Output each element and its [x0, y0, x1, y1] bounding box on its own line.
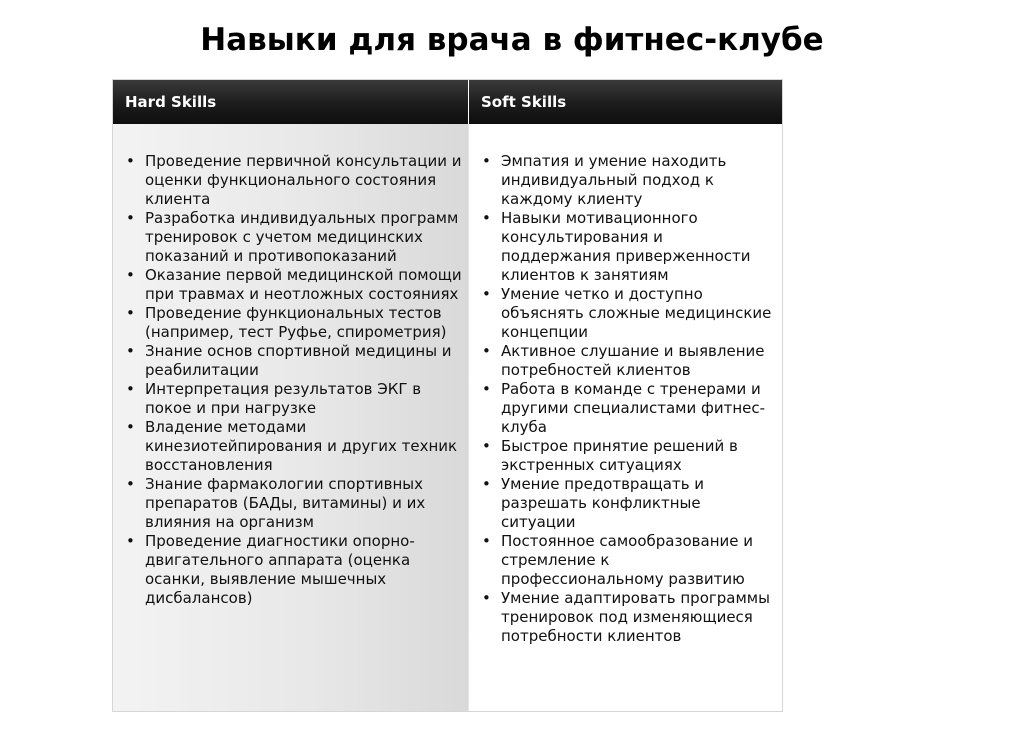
bullet-icon: • [482, 380, 491, 398]
list-item-text: Проведение диагностики опорно-двигательного аппарата (оценка осанки, выявление мышечных дисбалансов) [145, 532, 415, 607]
bullet-icon: • [126, 532, 135, 550]
list-item [124, 532, 462, 608]
list-item-text: Разработка индивидуальных программ тренировок с учетом медицинских показаний и противопоказаний [145, 209, 459, 265]
list-item [124, 380, 462, 418]
hard-skills-column [113, 124, 468, 711]
bullet-icon: • [126, 418, 135, 436]
list-item [124, 266, 462, 304]
list-item-text: Навыки мотивационного консультирования и поддержания приверженности клиентов к занятиям [501, 209, 751, 284]
soft-skills-header: Soft Skills [468, 80, 782, 124]
list-item-text: Умение предотвращать и разрешать конфликтные ситуации [501, 475, 705, 531]
soft-skills-column [468, 124, 782, 711]
bullet-icon: • [126, 342, 135, 360]
list-item [480, 209, 776, 285]
list-item-text: Проведение функциональных тестов (например, тест Руфье, спирометрия) [145, 304, 447, 341]
list-item-text: Активное слушание и выявление потребностей клиентов [501, 342, 765, 379]
list-item [124, 475, 462, 532]
list-item [124, 304, 462, 342]
bullet-icon: • [482, 589, 491, 607]
list-item [480, 152, 776, 209]
list-item [124, 209, 462, 266]
bullet-icon: • [126, 380, 135, 398]
skills-table [112, 79, 783, 712]
hard-skills-header: Hard Skills [113, 80, 468, 124]
hard-skills-list [124, 152, 462, 608]
list-item-text: Умение адаптировать программы тренировок под изменяющиеся потребности клиентов [501, 589, 770, 645]
list-item-text: Знание основ спортивной медицины и реабилитации [145, 342, 452, 379]
list-item-text: Быстрое принятие решений в экстренных ситуациях [501, 437, 738, 474]
list-item-text: Эмпатия и умение находить индивидуальный подход к каждому клиенту [501, 152, 727, 208]
list-item-text: Владение методами кинезиотейпирования и других техник восстановления [145, 418, 458, 474]
list-item-text: Оказание первой медицинской помощи при травмах и неотложных состояниях [145, 266, 462, 303]
bullet-icon: • [482, 209, 491, 227]
bullet-icon: • [482, 532, 491, 550]
list-item [480, 285, 776, 342]
bullet-icon: • [482, 437, 491, 455]
list-item [480, 437, 776, 475]
bullet-icon: • [126, 266, 135, 284]
list-item [124, 418, 462, 475]
bullet-icon: • [126, 304, 135, 322]
bullet-icon: • [126, 152, 135, 170]
list-item-text: Умение четко и доступно объяснять сложные медицинские концепции [501, 285, 772, 341]
list-item-text: Проведение первичной консультации и оценки функционального состояния клиента [145, 152, 462, 208]
bullet-icon: • [482, 342, 491, 360]
list-item [124, 342, 462, 380]
bullet-icon: • [482, 475, 491, 493]
bullet-icon: • [126, 209, 135, 227]
list-item [480, 589, 776, 646]
bullet-icon: • [482, 152, 491, 170]
bullet-icon: • [126, 475, 135, 493]
page-title: Навыки для врача в фитнес-клубе [200, 22, 824, 58]
list-item [480, 475, 776, 532]
list-item-text: Постоянное самообразование и стремление к профессиональному развитию [501, 532, 753, 588]
list-item [480, 380, 776, 437]
list-item [480, 342, 776, 380]
bullet-icon: • [482, 285, 491, 303]
list-item-text: Работа в команде с тренерами и другими специалистами фитнес-клуба [501, 380, 766, 436]
list-item [480, 532, 776, 589]
list-item-text: Интерпретация результатов ЭКГ в покое и при нагрузке [145, 380, 422, 417]
list-item-text: Знание фармакологии спортивных препаратов (БАДы, витамины) и их влияния на организм [145, 475, 426, 531]
soft-skills-list [480, 152, 776, 646]
list-item [124, 152, 462, 209]
